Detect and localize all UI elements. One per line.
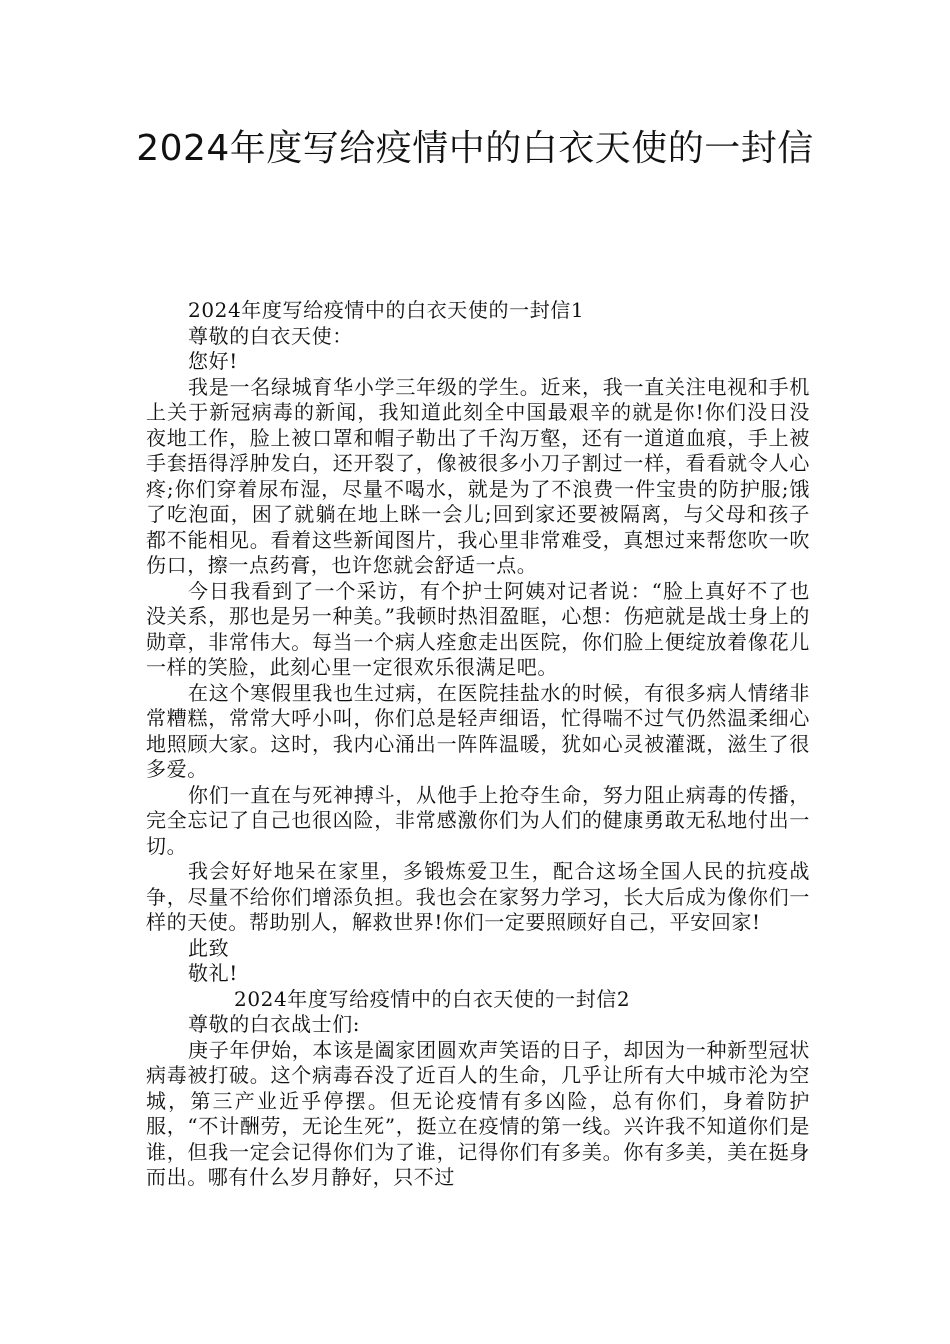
letter-1-paragraph: 我是一名绿城育华小学三年级的学生。近来，我一直关注电视和手机上关于新冠病毒的新闻，我知道此刻全中国最艰辛的就是你!你们没日没夜地工作，脸上被口罩和帽子勒出了千沟万壑，还有一道道血痕，手上被手套捂得浮肿发白，还开裂了，像被很多小刀子割过一样，看看就令人心疼;你们穿着尿布湿，尽量不喝水，就是为了不浪费一件宝贵的防护服;饿了吃泡面，困了就躺在地上眯一会儿;回到家还要被隔离，与父母和孩子都不能相见。看着这些新闻图片，我心里非常难受，真想过来帮您吹一吹伤口，擦一点药膏，也许您就会舒适一点。 xyxy=(146,374,810,577)
letter-1-paragraph: 在这个寒假里我也生过病，在医院挂盐水的时候，有很多病人情绪非常糟糕，常常大呼小叫，你们总是轻声细语，忙得喘不过气仍然温柔细心地照顾大家。这时，我内心涌出一阵阵温暖，犹如心灵被灌溉，滋生了很多爱。 xyxy=(146,680,810,781)
letter-2-salutation: 尊敬的白衣战士们: xyxy=(188,1012,361,1036)
letter-1-paragraph: 你们一直在与死神搏斗，从他手上抢夺生命，努力阻止病毒的传播，完全忘记了自己也很凶险，非常感激你们为人们的健康勇敢无私地付出一切。 xyxy=(146,782,810,858)
letter-2-paragraph: 庚子年伊始，本该是阖家团圆欢声笑语的日子，却因为一种新型冠状病毒被打破。这个病毒吞没了近百人的生命，几乎让所有大中城市沦为空城，第三产业近乎停摆。但无论疫情有多凶险，总有你们，身着防护服，“不计酬劳，无论生死”，挺立在疫情的第一线。兴许我不知道你们是谁，但我一定会记得你们为了谁，记得你们有多美。你有多美，美在挺身而出。哪有什么岁月静好，只不过 xyxy=(146,1037,810,1189)
letter-1-paragraph: 今日我看到了一个采访，有个护士阿姨对记者说：“脸上真好不了也没关系，那也是另一种美。”我顿时热泪盈眶，心想：伤疤就是战士身上的勋章，非常伟大。每当一个病人痊愈走出医院，你们脸上便绽放着像花儿一样的笑脸，此刻心里一定很欢乐很满足吧。 xyxy=(146,578,810,679)
letter-1-regards: 敬礼! xyxy=(188,961,238,985)
letter-1-salutation: 尊敬的白衣天使： xyxy=(188,323,353,348)
letter-1-heading: 2024年度写给疫情中的白衣天使的一封信1 xyxy=(188,298,585,322)
document-body xyxy=(146,298,810,1191)
letter-1-closing: 此致 xyxy=(188,935,230,960)
document-title: 2024年度写给疫情中的白衣天使的一封信 xyxy=(136,128,814,169)
letter-2-heading: 2024年度写给疫情中的白衣天使的一封信2 xyxy=(234,986,631,1011)
letter-1-paragraph: 我会好好地呆在家里，多锻炼爱卫生，配合这场全国人民的抗疫战争，尽量不给你们增添负担。我也会在家努力学习，长大后成为像你们一样的天使。帮助别人，解救世界!你们一定要照顾好自己，平安回家! xyxy=(146,859,810,934)
letter-1-greeting: 您好! xyxy=(188,349,238,373)
